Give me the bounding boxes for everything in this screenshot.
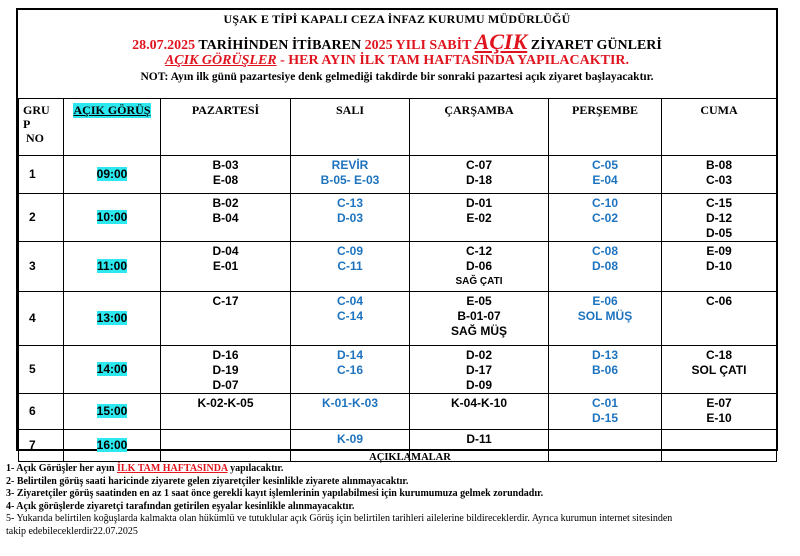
title-mid: TARİHİNDEN İTİBAREN	[195, 38, 365, 53]
ward-cell-wed	[410, 242, 549, 292]
visit-time: 11:00	[64, 242, 161, 292]
ward-code: SOL MÜŞ	[577, 309, 633, 323]
ward-code: C-17	[212, 294, 239, 308]
ward-code: E-10	[706, 411, 732, 425]
ward-code: C-01	[591, 396, 618, 410]
ward-cell-tue	[291, 242, 410, 292]
explanation-5: 5- Yukarıda belirtilen koğuşlarda kalmakta olan hükümlü ve tutuklular açık Görüş için belirtilen tarihleri ailelerine bildireceklerdir. Ayrıca kurumun internet sitesinden	[6, 513, 673, 524]
schedule-note: NOT: Ayın ilk günü pazartesiye denk gelmediği takdirde bir sonraki pazartesi açık ziyaret başlayacaktır.	[140, 71, 654, 83]
col-header-tue: SALI	[291, 99, 410, 156]
ward-code: B-08	[705, 158, 732, 172]
ward-code: D-11	[466, 432, 492, 446]
explanation-2: 2- Belirtilen görüş saati haricinde ziyarete gelen ziyaretçiler kesinlikle ziyarete alınmayacaktır.	[6, 475, 409, 487]
ward-code: C-12	[465, 244, 492, 258]
group-number: 5	[19, 346, 64, 394]
ward-code: E-04	[592, 173, 618, 187]
explanation-3: 3- Ziyaretçiler görüş saatinden en az 1 saat önce gerekli kayıt işlemlerinin yapılabilmesi için kurumumuza gelmek zorundadır.	[6, 488, 544, 499]
visit-time: 10:00	[64, 194, 161, 242]
ward-cell-fri	[662, 394, 777, 430]
table-row	[19, 394, 777, 430]
col-header-wed: ÇARŞAMBA	[410, 99, 549, 156]
col-header-thu: PERŞEMBE	[549, 99, 662, 156]
ward-cell-thu	[549, 394, 662, 430]
ward-code: E-05	[466, 294, 492, 308]
ward-code: D-18	[465, 173, 492, 187]
ward-code: B-04	[212, 211, 239, 225]
col-header-fri: CUMA	[662, 99, 777, 156]
ward-code: C-11	[337, 259, 363, 273]
ward-code: D-06	[465, 259, 492, 273]
ward-cell-mon	[161, 242, 291, 292]
ward-code: B-01-07	[457, 309, 501, 323]
ward-cell-thu	[549, 242, 662, 292]
ward-code: K-04-K-10	[450, 396, 507, 410]
explanations	[0, 452, 800, 538]
ward-cell-thu	[549, 292, 662, 346]
ward-cell-tue	[291, 394, 410, 430]
ward-code: SAĞ MÜŞ	[450, 324, 507, 338]
explanation-5-cont: takip edebileceklerdir22.07.2025	[6, 525, 138, 537]
ward-cell-mon	[161, 394, 291, 430]
ward-cell-thu	[549, 194, 662, 242]
table-row	[19, 194, 777, 242]
ward-code: C-06	[705, 294, 732, 308]
ward-cell-fri	[662, 156, 777, 194]
schedule-subtitle	[18, 53, 776, 69]
ward-code: SOL ÇATI	[691, 363, 747, 377]
ward-code: D-13	[591, 348, 618, 362]
col-header-mon: PAZARTESİ	[161, 99, 291, 156]
ward-code: C-10	[591, 196, 618, 210]
explanation-4: 4- Açık görüşlerde ziyaretçi tarafından getirilen eşyalar kesinlikle alınmayacaktır.	[6, 500, 355, 512]
table-row	[19, 346, 777, 394]
ward-code: E-06	[592, 294, 618, 308]
ward-code: SAĞ ÇATI	[455, 276, 503, 287]
visit-time: 14:00	[64, 346, 161, 394]
table-row	[19, 242, 777, 292]
title-open-word: AÇIK	[474, 29, 528, 54]
ward-code: D-01	[465, 196, 492, 210]
ward-cell-mon	[161, 156, 291, 194]
schedule-title	[18, 29, 776, 55]
group-number: 7	[19, 430, 64, 462]
ward-code: E-02	[466, 211, 492, 225]
group-number: 3	[19, 242, 64, 292]
table-row	[19, 292, 777, 346]
title-end: ZİYARET GÜNLERİ	[527, 38, 662, 53]
group-number: 1	[19, 156, 64, 194]
ward-cell-wed	[410, 292, 549, 346]
ward-code: D-14	[336, 348, 363, 362]
ward-code: D-16	[212, 348, 239, 362]
institution-title: UŞAK E TİPİ KAPALI CEZA İNFAZ KURUMU MÜDÜRLÜĞÜ	[223, 12, 571, 26]
ward-code: C-14	[336, 309, 363, 323]
schedule-frame	[16, 8, 778, 451]
table-header-row	[19, 99, 777, 156]
ward-code: K-01-K-03	[321, 396, 378, 410]
ward-cell-wed	[410, 394, 549, 430]
ward-cell-wed	[410, 194, 549, 242]
explanations-title: AÇIKLAMALAR	[369, 452, 451, 463]
ward-code: B-03	[212, 158, 239, 172]
ward-code: C-13	[336, 196, 363, 210]
ward-cell-mon	[161, 292, 291, 346]
ward-code: C-16	[336, 363, 363, 377]
ward-cell-thu	[549, 346, 662, 394]
table-row	[19, 156, 777, 194]
ward-cell-fri	[662, 292, 777, 346]
title-year: 2025 YILI SABİT	[364, 38, 475, 53]
ward-code: C-09	[336, 244, 363, 258]
visit-time: 15:00	[64, 394, 161, 430]
ward-code: K-02-K-05	[197, 396, 254, 410]
visit-time: 09:00	[64, 156, 161, 194]
ward-code: REVİR	[331, 158, 369, 172]
ward-cell-tue	[291, 292, 410, 346]
ward-code: D-19	[212, 363, 239, 377]
ward-code: C-05	[591, 158, 618, 172]
ward-cell-tue	[291, 346, 410, 394]
visit-table	[18, 98, 777, 462]
ward-cell-mon	[161, 194, 291, 242]
ward-code: C-07	[465, 158, 492, 172]
ward-code: C-15	[705, 196, 732, 210]
explanation-1: 1- Açık Görüşler her ayın İLK TAM HAFTASINDA yapılacaktır.	[6, 463, 284, 474]
ward-code: D-12	[705, 211, 732, 225]
ward-code: D-08	[591, 259, 618, 273]
ward-code: C-08	[591, 244, 618, 258]
ward-code: D-02	[465, 348, 492, 362]
ward-code: K-09	[336, 432, 363, 446]
ward-cell-fri	[662, 346, 777, 394]
ward-code: D-07	[212, 378, 239, 392]
ward-code: E-01	[212, 259, 239, 273]
ward-code: B-06	[591, 363, 618, 377]
ward-code: B-02	[212, 196, 239, 210]
ward-code: C-18	[705, 348, 732, 362]
ward-code: C-03	[705, 173, 732, 187]
visit-time: 16:00	[64, 430, 161, 462]
ward-code: D-10	[705, 259, 732, 273]
ward-code: D-09	[465, 378, 492, 392]
col-header-group: GRU P NO	[19, 99, 64, 156]
ward-cell-thu	[549, 156, 662, 194]
group-number: 4	[19, 292, 64, 346]
ward-cell-tue	[291, 156, 410, 194]
ward-cell-wed	[410, 156, 549, 194]
subtitle-open-visits: AÇIK GÖRÜŞLER	[164, 53, 277, 68]
ward-code: D-17	[465, 363, 492, 377]
ward-code: D-04	[212, 244, 239, 258]
ward-cell-tue	[291, 194, 410, 242]
ward-code: D-15	[591, 411, 618, 425]
visit-time: 13:00	[64, 292, 161, 346]
ward-code: D-03	[336, 211, 363, 225]
ward-cell-mon	[161, 346, 291, 394]
ward-code: C-02	[591, 211, 618, 225]
group-number: 2	[19, 194, 64, 242]
ward-cell-fri	[662, 242, 777, 292]
ward-code: B-05- E-03	[320, 173, 380, 187]
ward-cell-fri	[662, 194, 777, 242]
ward-code: E-09	[706, 244, 732, 258]
col-header-open: AÇIK GÖRÜŞ	[64, 99, 161, 156]
ward-cell-wed	[410, 346, 549, 394]
ward-code: C-04	[336, 294, 363, 308]
group-number: 6	[19, 394, 64, 430]
ward-code: D-05	[705, 226, 732, 240]
ward-code: E-07	[706, 396, 732, 410]
start-date: 28.07.2025	[132, 38, 196, 53]
subtitle-rest: - HER AYIN İLK TAM HAFTASINDA YAPILACAKTIR.	[276, 53, 630, 68]
ward-code: E-08	[212, 173, 239, 187]
